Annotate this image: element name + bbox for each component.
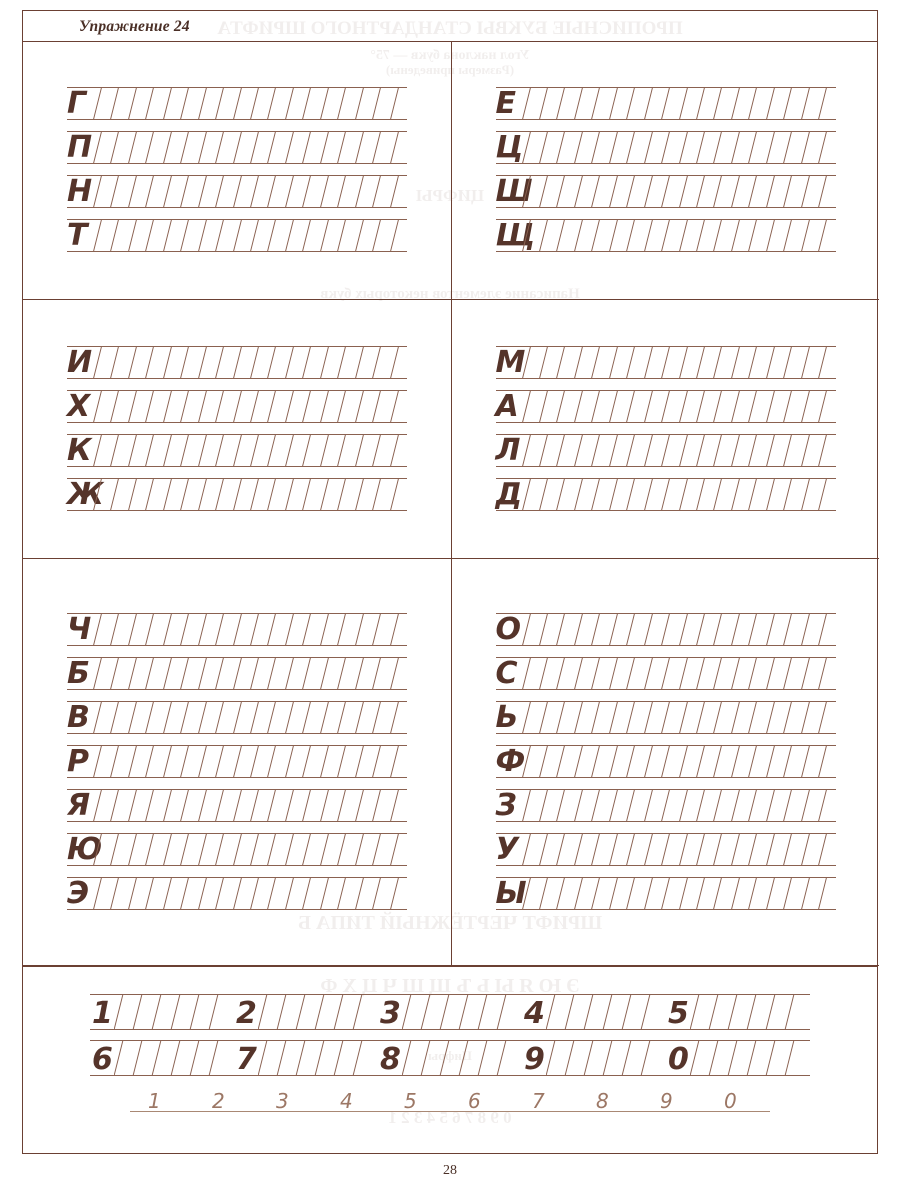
faint-number-glyph: 0 xyxy=(724,1089,737,1113)
rule-baseline xyxy=(130,1111,770,1112)
practice-row xyxy=(496,784,836,828)
letter-row-list xyxy=(23,41,451,299)
practice-row xyxy=(496,652,836,696)
block-numbers xyxy=(23,966,877,1155)
practice-row xyxy=(67,652,407,696)
practice-row xyxy=(496,473,836,517)
letter-glyph: Ю xyxy=(67,832,103,867)
letter-row-list xyxy=(452,41,879,299)
numbers-block-separator xyxy=(23,966,877,967)
guide-strokes xyxy=(522,87,836,120)
letter-glyph: Ы xyxy=(495,876,527,911)
guide-strokes xyxy=(93,478,407,511)
letter-glyph: И xyxy=(67,345,93,380)
guide-strokes xyxy=(522,745,836,778)
guide-strokes xyxy=(93,131,407,164)
letter-glyph: З xyxy=(495,788,517,823)
letter-glyph: Ц xyxy=(495,130,524,165)
practice-row xyxy=(67,170,407,214)
letter-glyph: У xyxy=(495,832,519,867)
guide-strokes xyxy=(402,994,520,1030)
guide-strokes xyxy=(522,131,836,164)
letter-row-list xyxy=(452,300,879,558)
letter-glyph: Р xyxy=(67,744,89,779)
practice-row xyxy=(67,126,407,170)
letter-glyph: Ь xyxy=(495,700,519,735)
letter-row-list xyxy=(452,559,879,965)
faint-number-glyph: 6 xyxy=(468,1089,481,1113)
letter-row-list xyxy=(23,559,451,965)
practice-row xyxy=(496,872,836,916)
letter-glyph: Я xyxy=(67,788,91,823)
block-mid-left xyxy=(23,300,451,559)
practice-row xyxy=(496,385,836,429)
guide-strokes xyxy=(93,789,407,822)
guide-strokes xyxy=(546,1040,664,1076)
guide-strokes xyxy=(93,745,407,778)
number-glyph: 5 xyxy=(668,996,689,1031)
guide-strokes xyxy=(522,219,836,252)
guide-strokes xyxy=(522,434,836,467)
guide-strokes xyxy=(402,1040,520,1076)
page-frame xyxy=(22,10,878,1154)
faint-number-glyph: 1 xyxy=(148,1089,161,1113)
faint-number-glyph: 7 xyxy=(532,1089,545,1113)
letter-glyph: В xyxy=(67,700,90,735)
letter-glyph: Д xyxy=(495,477,523,512)
guide-strokes xyxy=(93,434,407,467)
letter-glyph: О xyxy=(495,612,522,647)
block-top-right xyxy=(451,41,879,300)
guide-strokes xyxy=(258,994,376,1030)
guide-strokes xyxy=(93,219,407,252)
practice-row xyxy=(496,608,836,652)
faint-number-row xyxy=(130,1086,770,1116)
bleed-line: Э Ю Я Ы Ь Ъ Щ Ш Ч Ц Х Ф xyxy=(320,975,580,997)
letter-glyph: Э xyxy=(67,876,90,911)
bleed-line: ПРОПИСНЫЕ БУКВЫ СТАНДАРТНОГО ШРИФТА xyxy=(217,18,683,39)
letter-glyph: Ж xyxy=(67,477,104,512)
guide-strokes xyxy=(522,657,836,690)
letter-glyph: Щ xyxy=(495,218,536,253)
bleed-line: Цифры xyxy=(428,1048,472,1063)
number-glyph: 6 xyxy=(92,1042,113,1077)
practice-row xyxy=(496,170,836,214)
practice-row xyxy=(496,126,836,170)
guide-strokes xyxy=(93,613,407,646)
bleed-line: ЦИФРЫ xyxy=(415,186,485,205)
faint-number-glyph: 3 xyxy=(276,1089,289,1113)
guide-strokes xyxy=(522,789,836,822)
faint-number-glyph: 9 xyxy=(660,1089,673,1113)
guide-strokes xyxy=(114,994,232,1030)
letter-row-list xyxy=(23,300,451,558)
practice-row xyxy=(496,828,836,872)
bleed-line: 0 9 8 7 6 5 4 3 2 1 xyxy=(388,1108,512,1127)
practice-row xyxy=(496,740,836,784)
guide-strokes xyxy=(522,390,836,423)
letter-glyph: Л xyxy=(495,433,521,468)
letter-glyph: С xyxy=(495,656,518,691)
guide-strokes xyxy=(522,346,836,379)
practice-row xyxy=(67,784,407,828)
guide-strokes xyxy=(522,478,836,511)
practice-row xyxy=(67,82,407,126)
block-bottom-left xyxy=(23,559,451,966)
guide-strokes xyxy=(93,833,407,866)
block-top-left xyxy=(23,41,451,300)
bleed-line: Угол наклона букв — 75° xyxy=(370,48,530,63)
guide-strokes xyxy=(93,390,407,423)
guide-strokes xyxy=(690,994,808,1030)
bleed-line: Написание элементов некоторых букв xyxy=(320,286,580,302)
practice-grid xyxy=(23,41,877,1153)
practice-row xyxy=(67,473,407,517)
guide-strokes xyxy=(93,175,407,208)
number-glyph: 0 xyxy=(668,1042,689,1077)
number-glyph: 7 xyxy=(236,1042,257,1077)
letter-glyph: Ч xyxy=(67,612,92,647)
letter-glyph: Е xyxy=(495,86,516,121)
number-glyph: 4 xyxy=(524,996,545,1031)
letter-glyph: К xyxy=(67,433,92,468)
letter-glyph: Ш xyxy=(495,174,533,209)
faint-number-glyph: 5 xyxy=(404,1089,417,1113)
practice-row xyxy=(67,429,407,473)
faint-number-glyph: 8 xyxy=(596,1089,609,1113)
guide-strokes xyxy=(522,833,836,866)
guide-strokes xyxy=(522,613,836,646)
practice-row xyxy=(496,214,836,258)
guide-strokes xyxy=(93,701,407,734)
guide-strokes xyxy=(93,877,407,910)
guide-strokes xyxy=(114,1040,232,1076)
practice-row xyxy=(67,341,407,385)
letter-glyph: Ф xyxy=(495,744,526,779)
number-glyph: 9 xyxy=(524,1042,545,1077)
guide-strokes xyxy=(522,877,836,910)
guide-strokes xyxy=(522,175,836,208)
guide-strokes xyxy=(93,657,407,690)
block-mid-right xyxy=(451,300,879,559)
letter-glyph: Г xyxy=(67,86,87,121)
letter-glyph: П xyxy=(67,130,93,165)
letter-glyph: А xyxy=(495,389,519,424)
number-practice-row xyxy=(90,1036,810,1082)
practice-row xyxy=(67,828,407,872)
letter-glyph: Т xyxy=(67,218,88,253)
practice-row xyxy=(496,696,836,740)
block-bottom-right xyxy=(451,559,879,966)
letter-glyph: Н xyxy=(67,174,93,209)
practice-row xyxy=(67,214,407,258)
guide-strokes xyxy=(258,1040,376,1076)
number-glyph: 3 xyxy=(380,996,401,1031)
letter-glyph: М xyxy=(495,345,526,380)
guide-strokes xyxy=(522,701,836,734)
guide-strokes xyxy=(93,346,407,379)
faint-number-glyph: 2 xyxy=(212,1089,225,1113)
practice-row xyxy=(67,385,407,429)
guide-strokes xyxy=(690,1040,808,1076)
practice-row xyxy=(67,740,407,784)
page-number: 28 xyxy=(443,1163,457,1178)
letter-glyph: Б xyxy=(67,656,90,691)
guide-strokes xyxy=(93,87,407,120)
number-practice-row xyxy=(90,990,810,1036)
bleed-line: ШРИФТ ЧЕРТЁЖНЫЙ ТИПА Б xyxy=(297,912,603,934)
practice-row xyxy=(67,608,407,652)
number-glyph: 8 xyxy=(380,1042,401,1077)
practice-row xyxy=(67,696,407,740)
exercise-title: Упражнение 24 xyxy=(79,18,190,35)
number-glyph: 2 xyxy=(236,996,257,1031)
bleed-line: (Размеры приведены) xyxy=(385,62,515,77)
faint-number-glyph: 4 xyxy=(340,1089,353,1113)
practice-row xyxy=(496,341,836,385)
number-glyph: 1 xyxy=(92,996,113,1031)
letter-glyph: Х xyxy=(67,389,91,424)
practice-row xyxy=(67,872,407,916)
guide-strokes xyxy=(546,994,664,1030)
practice-row xyxy=(496,429,836,473)
practice-row xyxy=(496,82,836,126)
